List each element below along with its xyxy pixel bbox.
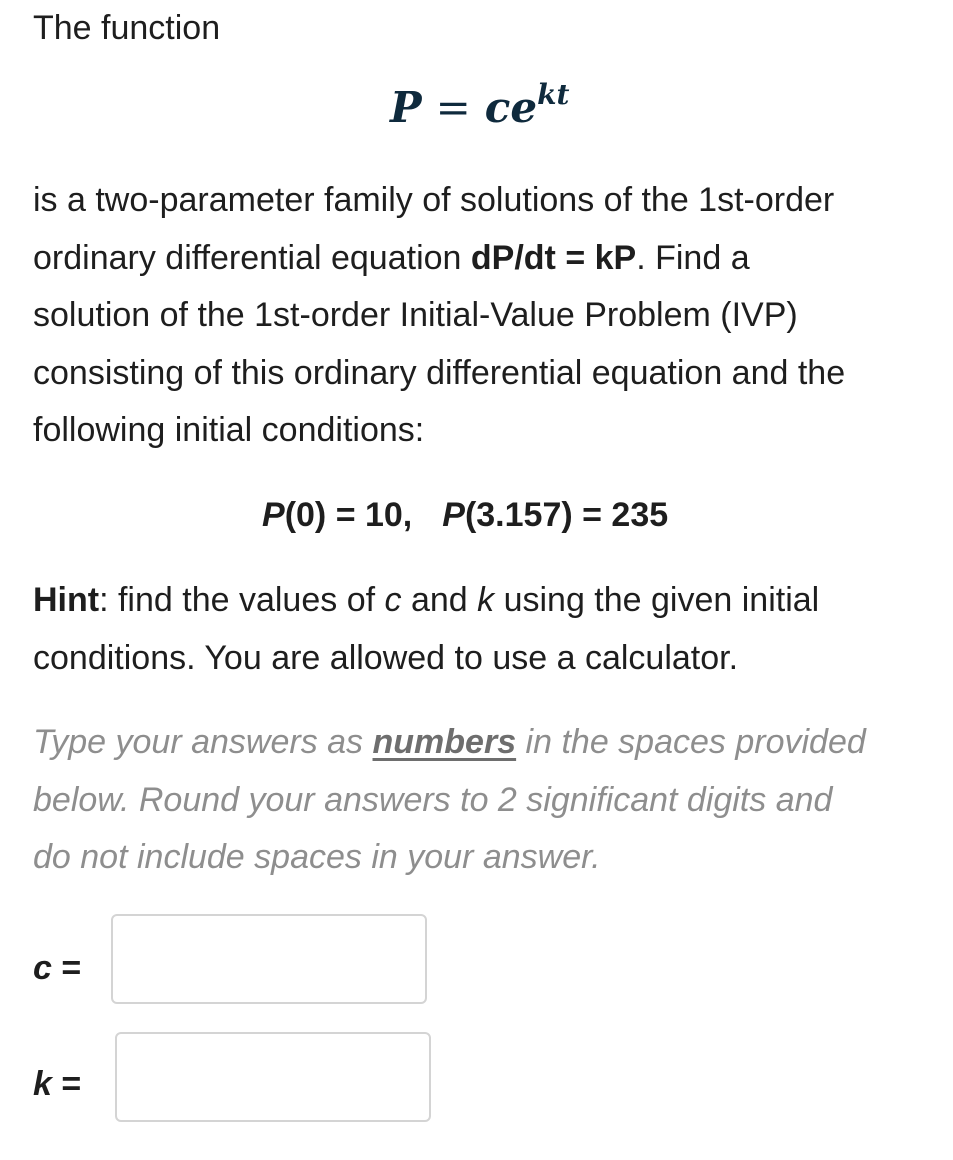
- problem-line-5: following initial conditions:: [33, 411, 425, 449]
- instructions-post: in the spaces provided: [516, 723, 866, 761]
- problem-line-2-pre: ordinary differential equation: [33, 238, 471, 277]
- intro-text: The function: [33, 9, 221, 47]
- hint-text: [33, 572, 933, 687]
- problem-statement: [33, 172, 933, 460]
- formula-base: ce: [484, 83, 538, 132]
- c-answer-input[interactable]: [111, 914, 427, 1004]
- k-equals: =: [51, 1065, 82, 1103]
- hint-line-1: [33, 572, 933, 630]
- formula-equals: =: [435, 83, 471, 132]
- problem-line-2: [33, 230, 933, 288]
- answer-instructions: [33, 714, 948, 887]
- hint-text-a: : find the values of: [99, 581, 385, 619]
- problem-line-1: is a two-parameter family of solutions of the 1st-order: [33, 181, 835, 219]
- ode-equation: dP/dt = kP: [470, 238, 637, 277]
- condition-2-value: (3.157) = 235: [464, 496, 669, 534]
- hint-text-b: and: [401, 581, 478, 619]
- c-variable: c: [33, 949, 52, 987]
- hint-label: Hint: [33, 581, 100, 619]
- c-answer-label: [33, 946, 81, 990]
- problem-line-4: consisting of this ordinary differential equation and the: [33, 353, 846, 392]
- k-answer-label: [33, 1062, 81, 1106]
- instructions-pre: Type your answers as: [33, 723, 373, 761]
- c-equals: =: [51, 949, 82, 987]
- instructions-line-1: [33, 714, 948, 772]
- formula-lhs: P: [390, 83, 422, 132]
- hint-text-d: using the given initial: [494, 581, 820, 619]
- solution-formula: [390, 80, 569, 144]
- problem-line-2-post: . Find a: [636, 238, 750, 277]
- hint-var-c: c: [384, 581, 402, 619]
- instructions-line-2: below. Round your answers to 2 significant digits and: [33, 780, 833, 819]
- condition-1-var: P: [262, 496, 285, 534]
- condition-2-var: P: [442, 496, 465, 534]
- hint-var-k: k: [477, 581, 495, 619]
- formula-exponent: kt: [537, 78, 570, 111]
- initial-conditions: [262, 492, 668, 538]
- problem-line-3: solution of the 1st-order Initial-Value Problem (IVP): [33, 296, 798, 334]
- k-answer-input[interactable]: [115, 1032, 431, 1122]
- instructions-line-3: do not include spaces in your answer.: [33, 838, 601, 876]
- condition-1-value: (0) = 10,: [284, 496, 413, 534]
- instructions-emphasis: numbers: [372, 723, 517, 761]
- k-variable: k: [33, 1065, 52, 1103]
- hint-line-2: conditions. You are allowed to use a calculator.: [33, 638, 739, 677]
